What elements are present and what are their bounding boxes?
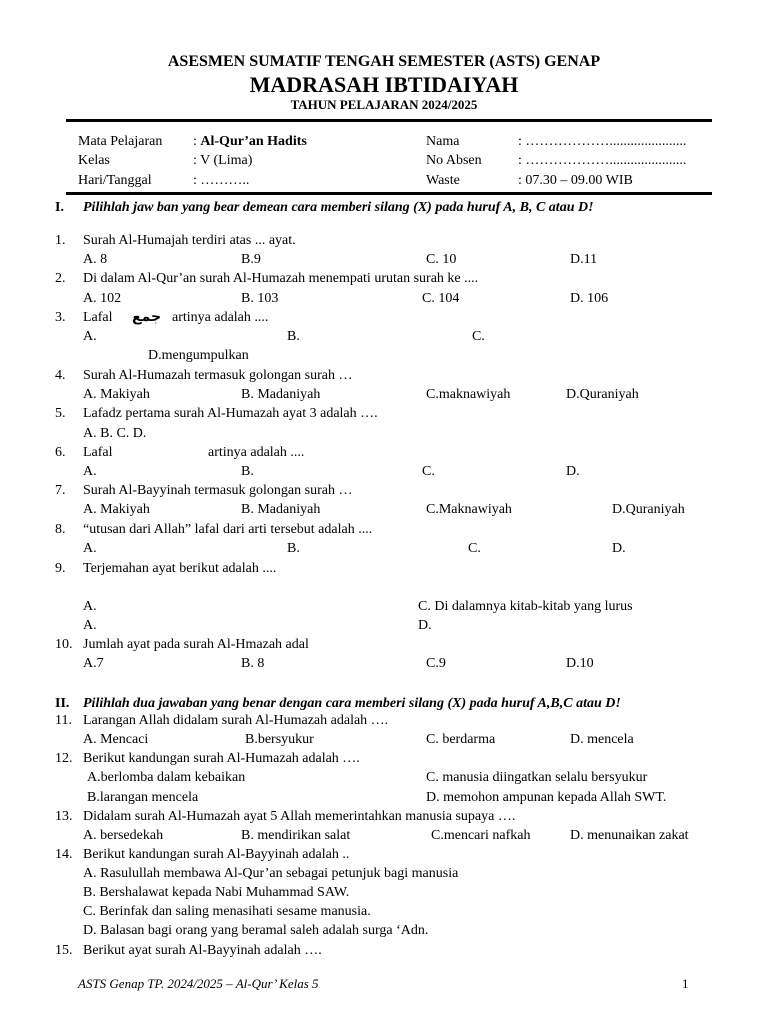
q10-option-a: A.7	[83, 656, 104, 671]
q3-option-c: C.	[472, 329, 485, 344]
q1-number: 1.	[55, 233, 66, 248]
q2-number: 2.	[55, 271, 66, 286]
section1-number: I.	[55, 200, 64, 215]
mapel-separator: :	[193, 134, 197, 149]
q11-option-b: B.bersyukur	[245, 732, 314, 747]
nama-label: Nama	[426, 134, 460, 149]
mapel-label: Mata Pelajaran	[78, 134, 163, 149]
q2-option-a: A. 102	[83, 291, 122, 306]
q13-option-d: D. menunaikan zakat	[570, 828, 689, 843]
hari-label: Hari/Tanggal	[78, 173, 152, 188]
q6-option-b: B.	[241, 464, 254, 479]
q13-number: 13.	[55, 809, 73, 824]
q10-option-d: D.10	[566, 656, 594, 671]
q14-option-a: A. Rasulullah membawa Al-Qur’an sebagai petunjuk bagi manusia	[83, 866, 459, 881]
q3-option-b: B.	[287, 329, 300, 344]
q8-option-d: D.	[612, 541, 626, 556]
q9-option-a: A.	[83, 599, 97, 614]
q11-option-c: C. berdarma	[426, 732, 496, 747]
q1-option-a: A. 8	[83, 252, 108, 267]
footer-text: ASTS Genap TP. 2024/2025 – Al-Qur’ Kelas 5	[78, 976, 319, 991]
q6-text-pre: Lafal	[83, 445, 113, 460]
q5-text: Lafadz pertama surah Al-Humazah ayat 3 adalah ….	[83, 406, 378, 421]
q8-number: 8.	[55, 522, 66, 537]
q13-option-b: B. mendirikan salat	[241, 828, 351, 843]
q10-option-c: C.9	[426, 656, 446, 671]
q4-text: Surah Al-Humazah termasuk golongan surah …	[83, 368, 353, 383]
waste-value: : 07.30 – 09.00 WIB	[518, 173, 633, 188]
kelas-value: : V (Lima)	[193, 153, 253, 168]
page-number: 1	[682, 976, 689, 991]
q15-number: 15.	[55, 943, 73, 958]
absen-label: No Absen	[426, 153, 482, 168]
q14-option-c: C. Berinfak dan saling menasihati sesame manusia.	[83, 904, 371, 919]
q10-text: Jumlah ayat pada surah Al-Hmazah adal	[83, 637, 309, 652]
section1-instruction: Pilihlah jaw ban yang bear demean cara memberi silang (X) pada huruf A, B, C atau D!	[83, 200, 594, 215]
q7-option-a: A. Makiyah	[83, 502, 150, 517]
q12-option-a: A.berlomba dalam kebaikan	[87, 770, 246, 785]
section2-number: II.	[55, 696, 70, 711]
q6-text-post: artinya adalah ....	[208, 445, 305, 460]
school-title: MADRASAH IBTIDAIYAH	[249, 72, 519, 97]
q5-options: A. B. C. D.	[83, 426, 147, 441]
q4-option-a: A. Makiyah	[83, 387, 150, 402]
q12-option-d: D. memohon ampunan kepada Allah SWT.	[426, 790, 667, 805]
hari-value: : ………..	[193, 173, 250, 188]
q9-option-d: D.	[418, 618, 432, 633]
q10-option-b: B. 8	[241, 656, 265, 671]
q11-option-d: D. mencela	[570, 732, 634, 747]
q10-number: 10.	[55, 637, 73, 652]
q1-option-d: D.11	[570, 252, 598, 267]
q3-arabic-word: جمع	[132, 309, 162, 325]
q2-text: Di dalam Al-Qur’an surah Al-Humazah menempati urutan surah ke ....	[83, 271, 479, 286]
q7-option-d: D.Quraniyah	[612, 502, 685, 517]
q13-option-a: A. bersedekah	[83, 828, 164, 843]
q4-number: 4.	[55, 368, 66, 383]
academic-year: TAHUN PELAJARAN 2024/2025	[290, 97, 478, 112]
q8-option-b: B.	[287, 541, 300, 556]
q9-option-b: A.	[83, 618, 97, 633]
q7-option-b: B. Madaniyah	[241, 502, 321, 517]
q9-text: Terjemahan ayat berikut adalah ....	[83, 561, 277, 576]
q6-option-d: D.	[566, 464, 580, 479]
kelas-label: Kelas	[78, 153, 110, 168]
q3-number: 3.	[55, 310, 66, 325]
q8-option-c: C.	[468, 541, 481, 556]
q14-option-d: D. Balasan bagi orang yang beramal saleh adalah surga ‘Adn.	[83, 923, 429, 938]
q12-option-c: C. manusia diingatkan selalu bersyukur	[426, 770, 648, 785]
q1-text: Surah Al-Humajah terdiri atas ... ayat.	[83, 233, 296, 248]
q6-option-a: A.	[83, 464, 97, 479]
absen-value: : ………………......................	[518, 153, 687, 168]
q7-number: 7.	[55, 483, 66, 498]
nama-value: : ………………......................	[518, 134, 687, 149]
q4-option-b: B. Madaniyah	[241, 387, 321, 402]
q13-text: Didalam surah Al-Humazah ayat 5 Allah memerintahkan manusia supaya ….	[83, 809, 516, 824]
q12-option-b: B.larangan mencela	[87, 790, 199, 805]
meta-divider	[66, 192, 712, 195]
mapel-value	[193, 134, 307, 150]
q15-text: Berikut ayat surah Al-Bayyinah adalah ….	[83, 943, 322, 958]
mapel-name: Al-Qur’an Hadits	[200, 134, 307, 149]
q3-text-post: artinya adalah ....	[172, 310, 269, 325]
q8-option-a: A.	[83, 541, 97, 556]
q2-option-d: D. 106	[570, 291, 609, 306]
q6-option-c: C.	[422, 464, 435, 479]
q5-number: 5.	[55, 406, 66, 421]
q9-number: 9.	[55, 561, 66, 576]
q7-text: Surah Al-Bayyinah termasuk golongan surah …	[83, 483, 353, 498]
q12-number: 12.	[55, 751, 73, 766]
q7-option-c: C.Maknawiyah	[426, 502, 512, 517]
q2-option-c: C. 104	[422, 291, 460, 306]
q3-option-a: A.	[83, 329, 97, 344]
q14-text: Berikut kandungan surah Al-Bayyinah adalah ..	[83, 847, 350, 862]
exam-title: ASESMEN SUMATIF TENGAH SEMESTER (ASTS) GENAP	[167, 53, 601, 70]
q4-option-d: D.Quraniyah	[566, 387, 639, 402]
q2-option-b: B. 103	[241, 291, 279, 306]
q9-option-c: C. Di dalamnya kitab-kitab yang lurus	[418, 599, 633, 614]
section2-instruction: Pilihlah dua jawaban yang benar dengan cara memberi silang (X) pada huruf A,B,C atau D!	[83, 696, 621, 711]
q6-number: 6.	[55, 445, 66, 460]
q11-number: 11.	[55, 713, 72, 728]
q1-option-b: B.9	[241, 252, 261, 267]
waste-label: Waste	[426, 173, 460, 188]
q14-option-b: B. Bershalawat kepada Nabi Muhammad SAW.	[83, 885, 350, 900]
q8-text: “utusan dari Allah” lafal dari arti tersebut adalah ....	[83, 522, 373, 537]
q1-option-c: C. 10	[426, 252, 457, 267]
q14-number: 14.	[55, 847, 73, 862]
q12-text: Berikut kandungan surah Al-Humazah adalah ….	[83, 751, 360, 766]
q3-option-d: D.mengumpulkan	[148, 348, 249, 363]
q11-text: Larangan Allah didalam surah Al-Humazah adalah ….	[83, 713, 389, 728]
q13-option-c: C.mencari nafkah	[431, 828, 531, 843]
q4-option-c: C.maknawiyah	[426, 387, 511, 402]
q11-option-a: A. Mencaci	[83, 732, 149, 747]
header-divider	[66, 119, 712, 122]
q3-text-pre: Lafal	[83, 310, 113, 325]
